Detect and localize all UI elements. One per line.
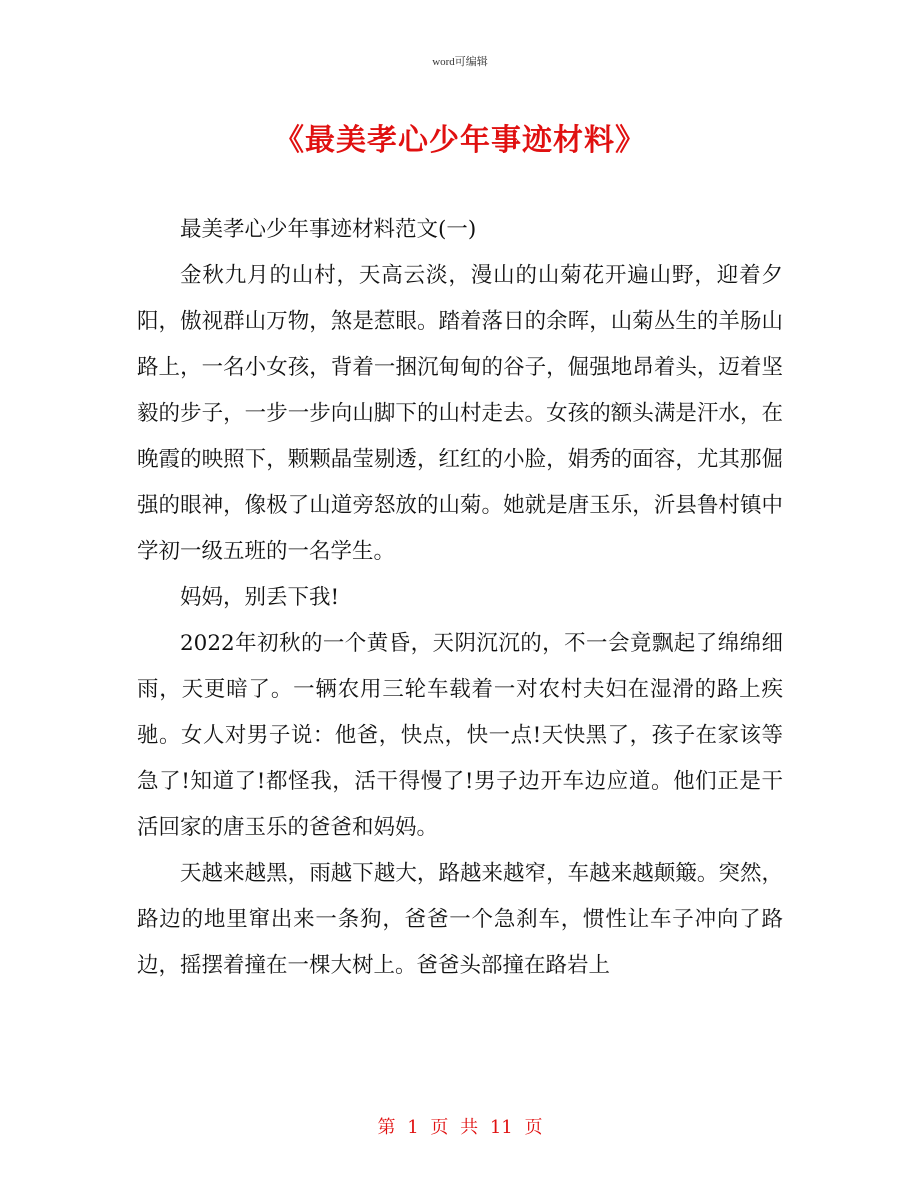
page-indicator: 第 1 页 共 11 页 <box>377 1117 543 1138</box>
document-title: 《最美孝心少年事迹材料》 <box>274 123 646 158</box>
paragraph: 天越来越黑，雨越下越大，路越来越窄，车越来越颠簸。突然，路边的地里窜出来一条狗，爸爸一个急刹车，惯性让车子冲向了路边，摇摆着撞在一棵大树上。爸爸头部撞在路岩上 <box>137 861 783 978</box>
document-body <box>137 207 783 989</box>
paragraph: 2022年初秋的一个黄昏，天阴沉沉的，不一会竟飘起了绵绵细雨，天更暗了。一辆农用三轮车载着一对农村夫妇在湿滑的路上疾驰。女人对男子说：他爸，快点，快一点!天快黑了，孩子在家该等急了!知道了!都怪我，活干得慢了!男子边开车边应道。他们正是干活回家的唐玉乐的爸爸和妈妈。 <box>137 631 783 840</box>
paragraph-subtitle: 最美孝心少年事迹材料范文(一) <box>180 217 477 242</box>
paragraph: 金秋九月的山村，天高云淡，漫山的山菊花开遍山野，迎着夕阳，傲视群山万物，煞是惹眼。踏着落日的余晖，山菊丛生的羊肠山路上，一名小女孩，背着一捆沉甸甸的谷子，倔强地昂着头，迈着坚毅的步子，一步一步向山脚下的山村走去。女孩的额头满是汗水，在晚霞的映照下，颗颗晶莹剔透，红红的小脸，娟秀的面容，尤其那倔强的眼神，像极了山道旁怒放的山菊。她就是唐玉乐，沂县鲁村镇中学初一级五班的一名学生。 <box>137 263 783 564</box>
header-note: word可编辑 <box>432 56 488 68</box>
paragraph-heading: 妈妈，别丢下我! <box>180 585 340 610</box>
